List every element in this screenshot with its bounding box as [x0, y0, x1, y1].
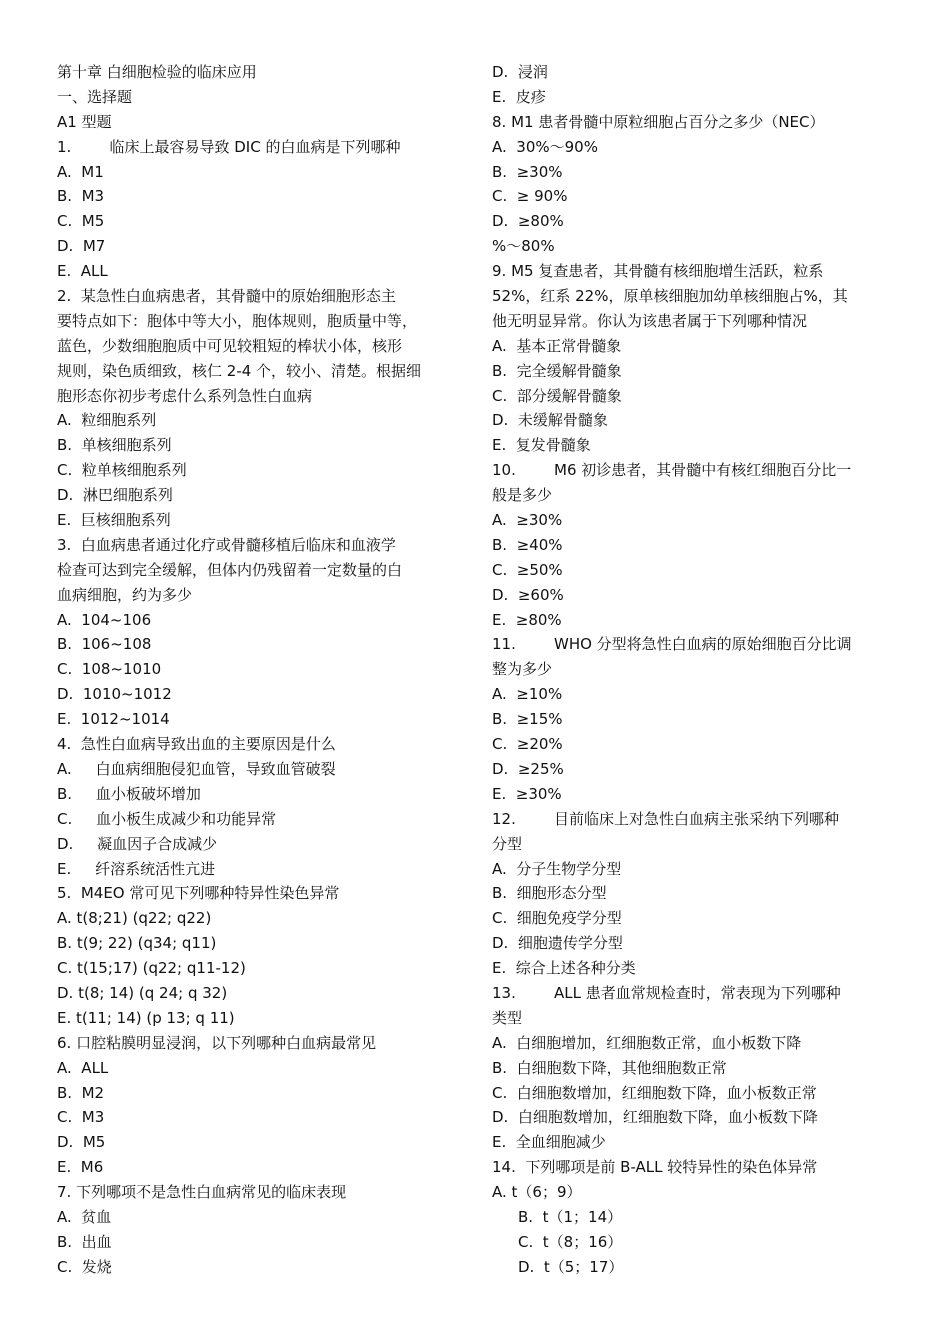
left-column-line: 检查可达到完全缓解，但体内仍残留着一定数量的白: [57, 560, 403, 579]
left-column-line: C. 108~1010: [57, 660, 162, 679]
right-column-line: 12. 目前临床上对急性白血病主张采纳下列哪种: [492, 809, 840, 828]
right-column: [492, 60, 892, 1280]
left-column-line: E. 巨核细胞系列: [57, 511, 171, 530]
right-column-line: B. ≥30%: [492, 162, 563, 181]
right-column-line: D. ≥80%: [492, 212, 564, 231]
left-column-line: C. 发烧: [57, 1257, 112, 1276]
left-column-line: E. 1012~1014: [57, 710, 170, 729]
right-column-line: C. 白细胞数增加，红细胞数下降，血小板数正常: [492, 1083, 817, 1102]
left-column-line: A. 白血病细胞侵犯血管，导致血管破裂: [57, 759, 336, 778]
right-column-line: A. ≥30%: [492, 511, 563, 530]
left-column-line: 3. 白血病患者通过化疗或骨髓移植后临床和血液学: [57, 535, 396, 554]
right-column-line: A. 基本正常骨髓象: [492, 336, 622, 355]
left-column-line: E. ALL: [57, 262, 108, 281]
left-column-line: A. ALL: [57, 1058, 109, 1077]
right-column-line: 52%，红系 22%，原单核细胞加幼单核细胞占%，其: [492, 287, 848, 306]
left-column-line: B. M3: [57, 187, 105, 206]
right-column-line: 13. ALL 患者血常规检查时，常表现为下列哪种: [492, 983, 841, 1002]
left-column: [57, 60, 469, 1280]
right-column-line: 整为多少: [492, 660, 553, 679]
left-column-line: D. M5: [57, 1133, 106, 1152]
right-column-line: D. ≥25%: [492, 759, 564, 778]
left-column-line: A. 贫血: [57, 1207, 112, 1226]
right-column-line: 类型: [492, 1008, 523, 1027]
right-column-line: C. 部分缓解骨髓象: [492, 386, 622, 405]
right-column-line: C. ≥20%: [492, 735, 563, 754]
left-column-line: E. M6: [57, 1158, 104, 1177]
left-column-line: A. 104~106: [57, 610, 152, 629]
right-column-line: C. ≥ 90%: [492, 187, 568, 206]
left-column-line: C. M5: [57, 212, 105, 231]
left-column-line: 一、选择题: [57, 87, 133, 106]
right-column-line: %～80%: [492, 237, 555, 256]
left-column-line: 4. 急性白血病导致出血的主要原因是什么: [57, 735, 336, 754]
right-column-line: D. t（5；17）: [518, 1257, 624, 1276]
right-column-line: B. 完全缓解骨髓象: [492, 361, 622, 380]
right-column-line: B. 细胞形态分型: [492, 884, 607, 903]
right-column-line: E. 复发骨髓象: [492, 436, 591, 455]
left-column-line: A. M1: [57, 162, 104, 181]
left-column-line: 血病细胞，约为多少: [57, 585, 193, 604]
left-column-line: D. t(8; 14) (q 24; q 32): [57, 983, 228, 1002]
right-column-line: E. ≥80%: [492, 610, 562, 629]
right-column-line: B. ≥15%: [492, 710, 563, 729]
left-column-line: 规则，染色质细致，核仁 2-4 个，较小、清楚。根据细: [57, 361, 422, 380]
right-column-line: 10. M6 初诊患者，其骨髓中有核红细胞百分比一: [492, 461, 852, 480]
right-column-line: 分型: [492, 834, 523, 853]
right-column-line: D. 未缓解骨髓象: [492, 411, 608, 430]
right-column-line: 8. M1 患者骨髓中原粒细胞占百分之多少（NEC）: [492, 112, 825, 131]
right-column-line: C. ≥50%: [492, 560, 563, 579]
left-column-line: 第十章 白细胞检验的临床应用: [57, 63, 257, 81]
left-column-line: 要特点如下：胞体中等大小，胞体规则，胞质量中等，: [57, 311, 418, 330]
left-column-line: 胞形态你初步考虑什么系列急性白血病: [57, 386, 313, 405]
right-column-line: A. 白细胞增加，红细胞数正常，血小板数下降: [492, 1033, 802, 1052]
left-column-line: A1 型题: [57, 112, 112, 131]
left-column-line: B. 单核细胞系列: [57, 436, 172, 455]
right-column-line: E. ≥30%: [492, 784, 562, 803]
right-column-line: A. ≥10%: [492, 685, 563, 704]
left-column-line: 7. 下列哪项不是急性白血病常见的临床表现: [57, 1183, 347, 1202]
right-column-line: A. t（6；9）: [492, 1183, 582, 1202]
right-column-line: C. t（8；16）: [518, 1232, 623, 1251]
left-column-line: A. 粒细胞系列: [57, 411, 157, 430]
right-column-line: D. 细胞遗传学分型: [492, 934, 623, 953]
right-column-line: D. 浸润: [492, 63, 548, 81]
right-column-line: A. 30%～90%: [492, 137, 598, 156]
left-column-line: A. t(8;21) (q22; q22): [57, 909, 212, 928]
left-column-line: B. t(9; 22) (q34; q11): [57, 934, 217, 953]
right-column-line: C. 细胞免疫学分型: [492, 909, 622, 928]
left-column-line: 1. 临床上最容易导致 DIC 的白血病是下列哪种: [57, 137, 401, 156]
right-column-line: 14. 下列哪项是前 B-ALL 较特异性的染色体异常: [492, 1158, 818, 1177]
right-column-line: B. 白细胞数下降，其他细胞数正常: [492, 1058, 727, 1077]
left-column-line: D. 淋巴细胞系列: [57, 486, 173, 505]
left-column-line: B. 106~108: [57, 635, 152, 654]
left-column-line: B. 出血: [57, 1232, 112, 1251]
left-column-line: B. M2: [57, 1083, 105, 1102]
left-column-line: C. 血小板生成减少和功能异常: [57, 809, 277, 828]
right-column-line: 11. WHO 分型将急性白血病的原始细胞百分比调: [492, 635, 852, 654]
left-column-line: C. t(15;17) (q22; q11-12): [57, 959, 246, 978]
right-column-line: D. 白细胞数增加，红细胞数下降，血小板数下降: [492, 1108, 818, 1127]
left-column-line: D. 凝血因子合成减少: [57, 834, 218, 853]
left-column-line: 蓝色，少数细胞胞质中可见较粗短的棒状小体，核形: [57, 336, 403, 355]
right-column-line: E. 综合上述各种分类: [492, 959, 636, 978]
right-column-line: B. ≥40%: [492, 535, 563, 554]
right-column-line: B. t（1；14）: [518, 1207, 623, 1226]
right-column-line: 般是多少: [492, 486, 553, 505]
right-column-line: E. 全血细胞减少: [492, 1133, 606, 1152]
right-column-line: D. ≥60%: [492, 585, 564, 604]
left-column-line: E. t(11; 14) (p 13; q 11): [57, 1008, 235, 1027]
left-column-line: D. 1010~1012: [57, 685, 172, 704]
left-column-line: 2. 某急性白血病患者，其骨髓中的原始细胞形态主: [57, 287, 396, 306]
left-column-line: 6. 口腔粘膜明显浸润，以下列哪种白血病最常见: [57, 1033, 377, 1052]
left-column-line: 5. M4EO 常可见下列哪种特异性染色异常: [57, 884, 340, 903]
left-column-line: C. M3: [57, 1108, 105, 1127]
right-column-line: E. 皮疹: [492, 87, 546, 106]
right-column-line: A. 分子生物学分型: [492, 859, 622, 878]
left-column-line: E. 纤溶系统活性亢进: [57, 859, 216, 878]
right-column-line: 9. M5 复查患者，其骨髓有核细胞增生活跃，粒系: [492, 262, 824, 281]
right-column-line: 他无明显异常。你认为该患者属于下列哪种情况: [492, 311, 808, 330]
left-column-line: D. M7: [57, 237, 106, 256]
left-column-line: C. 粒单核细胞系列: [57, 461, 187, 480]
left-column-line: B. 血小板破坏增加: [57, 784, 201, 803]
